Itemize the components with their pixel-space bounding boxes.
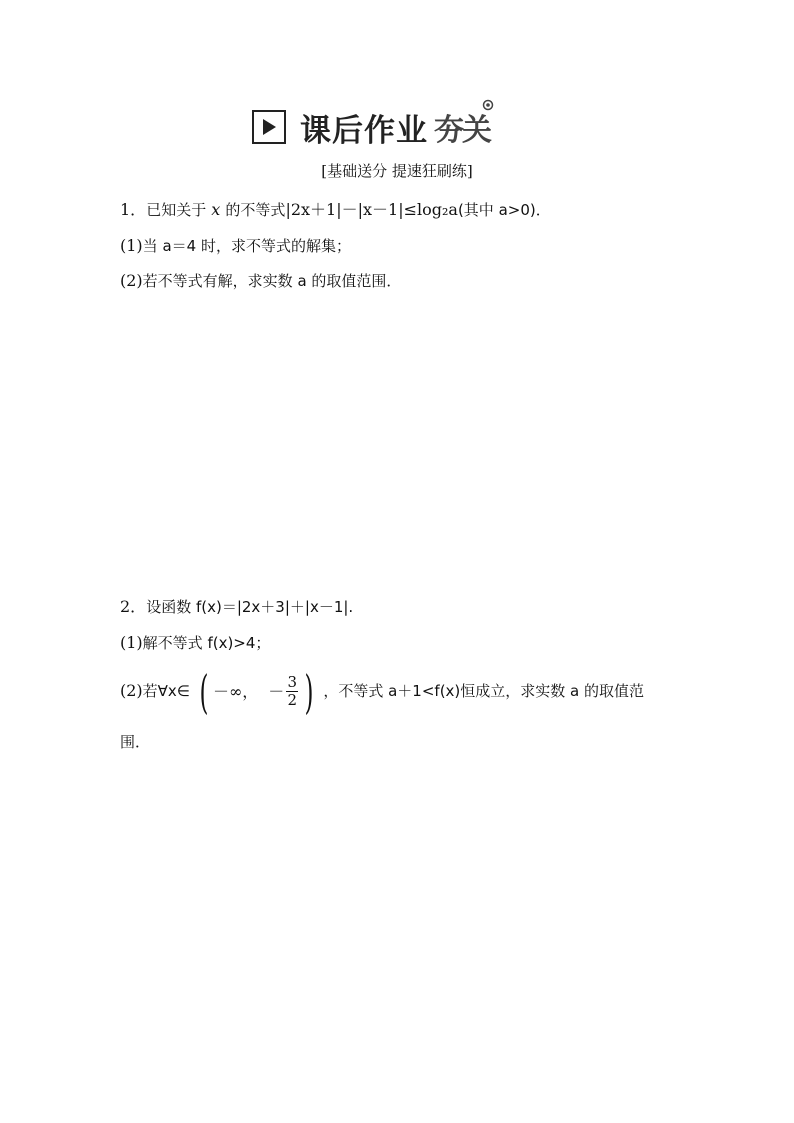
part-label: (1) — [120, 633, 143, 652]
brand-logo — [434, 105, 490, 149]
part-text: 若∀x∈ — [142, 682, 190, 700]
fraction-numerator: 3 — [287, 673, 298, 691]
problem-2-statement — [120, 597, 353, 617]
play-icon — [252, 110, 286, 144]
interval-sign: － — [268, 681, 285, 701]
section-title: 课后作业 — [300, 112, 428, 149]
fraction — [286, 674, 298, 709]
part-label: (2) — [120, 271, 143, 290]
subtitle: [基础送分 提速狂刷练] — [321, 162, 473, 180]
problem-1-part-2 — [120, 271, 401, 291]
part-text: ，不等式 a＋1<f(x)恒成立，求实数 a 的取值范 — [323, 682, 645, 700]
left-paren: ( — [199, 664, 209, 719]
problem-2-part-2 — [120, 664, 645, 719]
fraction-denominator: 2 — [287, 691, 298, 709]
part-label: (1) — [120, 236, 143, 255]
problem-2-part-2-continuation — [120, 732, 150, 752]
part-text: 若不等式有解，求实数 a 的取值范围． — [142, 272, 402, 290]
part-text: 解不等式 f(x)>4； — [142, 634, 271, 652]
header — [252, 104, 552, 150]
problem-text: 已知关于 — [146, 201, 207, 219]
brand-logo-text: 夯关 — [434, 113, 490, 148]
right-paren: ) — [304, 664, 314, 719]
part-label: (2) — [120, 681, 143, 700]
interval — [195, 664, 318, 719]
gear-icon — [482, 99, 494, 111]
problem-1-part-1 — [120, 236, 351, 256]
part-text: 围． — [120, 733, 151, 751]
interval-left: －∞， — [212, 681, 259, 701]
inequality: |2x＋1|－|x－1|≤log₂a — [285, 200, 458, 219]
problem-2-part-1 — [120, 633, 270, 653]
part-text: 当 a＝4 时，求不等式的解集； — [142, 237, 351, 255]
condition: (其中 a>0)． — [457, 201, 551, 219]
problem-number: 2． — [120, 597, 147, 616]
problem-number: 1． — [120, 200, 147, 219]
problem-1-statement — [120, 200, 551, 220]
variable: x — [211, 200, 221, 219]
problem-text: 设函数 f(x)＝|2x＋3|＋|x－1|. — [146, 598, 354, 616]
problem-text: 的不等式 — [225, 201, 286, 219]
